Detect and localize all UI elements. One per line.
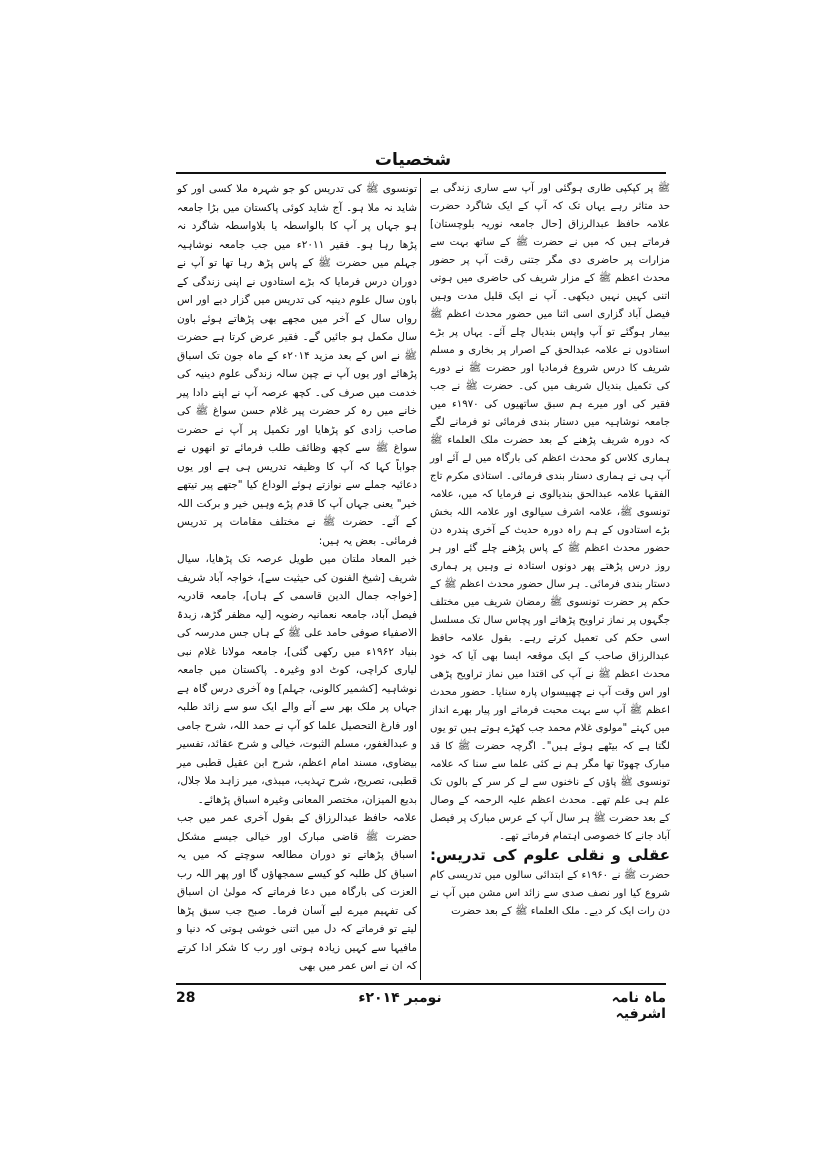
footer-divider	[176, 983, 666, 985]
left-column-paragraph: خیر المعاد ملتان میں طویل عرصہ تک پڑھایا، سیال شریف [شیخ الفنون کی حیثیت سے]، خواجہ آباد شریف [خواجہ جمال الدین قاسمی کے ہاں]، جامعہ قادریہ فیصل آباد، جامعہ نعمانیہ رضویہ [لیہ مظفر گڑھ، زبدۃ الاصفیاء صوفی حامد علی ﷺ کے ہاں جس مدرسہ کی بنیاد ۱۹۶۲ء میں رکھی گئی]، جامعہ مولانا غلام نبی لیاری کراچی، کوٹ ادو وغیرہ۔ پاکستان میں جامعہ نوشاہیہ [کشمیر کالونی، جہلم] وہ آخری درس گاہ ہے جہاں پر ملک بھر سے آنے والے ایک سو سے زائد طلبہ اور فارغ التحصیل علما کو آپ نے حمد اللہ، شرح جامی و عبدالغفور، مسلم الثبوت، خیالی و شرح عقائد، تفسیر بیضاوی، مسند امام اعظم، شرح ابن عقیل قطبی میر قطبی، تصریح، شرح تہذیب، میبذی، میر زاہد ملا جلال، بدیع المیزان، مختصر المعانی وغیرہ اسباق پڑھائے۔	[177, 553, 417, 806]
page-number: 28	[176, 990, 196, 1006]
right-column-paragraph: ﷺ پر کپکپی طاری ہوگئی اور آپ سے ساری زندگی بے حد متاثر رہے یہاں تک کہ آپ کے ایک شاگرد حضرت علامہ حافظ عبدالرزاق [حال جامعہ نوریہ بلوچستان] فرماتے ہیں کہ میں نے حضرت ﷺ کے ساتھ بہت سے مزارات پر حاضری دی مگر جتنی رقت آپ پر حضور محدث اعظم ﷺ کے مزار شریف کی حاضری میں ہوتی اتنی کہیں نہیں دیکھی۔ آپ نے ایک قلیل مدت وہیں فیصل آباد گزاری اسی اثنا میں حضور محدث اعظم ﷺ بیمار ہوگئے تو آپ واپس بندیال چلے آئے۔ یہاں پر بڑے استادوں نے علامہ عبدالحق کے اصرار پر بخاری و مسلم شریف کا درس شروع فرمادیا اور حضرت ﷺ نے دورے کی تکمیل بندیال شریف میں کی۔ حضرت ﷺ نے جب فقیر کی اور میرے ہم سبق ساتھیوں کی ۱۹۷۰ء میں جامعہ نوشاہیہ میں دستار بندی فرمائی تو فرمانے لگے کہ دورہ شریف پڑھنے کے بعد حضرت ملک العلماء ﷺ ہماری کلاس کو محدث اعظم کی بارگاہ میں لے آئے اور آپ ہی نے ہماری دستار بندی فرمائی۔ استاذی مکرم تاج الفقہا علامہ عبدالحق بندیالوی نے فرمایا کہ میں، علامہ تونسوی ﷺ، علامہ اشرف سیالوی اور علامہ اللہ بخش بڑے استادوں کے ہم راہ دورہ حدیث کے آخری پندرہ دن حضور محدث اعظم ﷺ کے پاس پڑھنے چلے گئے اور ہر روز درس پڑھتے پھر دونوں استادہ نے وہیں پر ہماری دستار بندی فرمائی۔ ہر سال حضور محدث اعظم ﷺ کے حکم پر حضرت تونسوی ﷺ رمضان شریف میں مختلف جگہوں پر نماز تراویح پڑھاتے اور پچاس سال تک مسلسل اسی حکم کی تعمیل کرتے رہے۔ بقول علامہ حافظ عبدالرزاق صاحب کے ایک موقعہ ایسا بھی آیا کہ خود محدث اعظم ﷺ نے آپ کی اقتدا میں نماز تراویح پڑھی اور اس وقت آپ نے چھبیسواں پارہ سنایا۔ حضور محدث اعظم ﷺ آپ سے بہت محبت فرماتے اور پیار بھرے انداز میں کہتے "مولوی غلام محمد جب کھڑے ہوتے ہیں تو یوں لگتا ہے کہ بیٹھے ہوئے ہیں"۔ اگرچہ حضرت ﷺ کا قد مبارک چھوٹا تھا مگر ہم نے کئی علما سے سنا کہ علامہ تونسوی ﷺ پاؤں کے ناخنوں سے لے کر سر کے بالوں تک علم ہی علم تھے۔ محدث اعظم علیہ الرحمہ کے وصال کے بعد حضرت ﷺ ہر سال آپ کے عرس مبارک پر فیصل آباد جانے کا خصوصی اہتمام فرماتے تھے۔	[430, 183, 670, 842]
page-section-title: شخصیات	[374, 150, 452, 170]
magazine-name: ماہ نامہ اشرفیہ	[611, 990, 666, 1022]
section-heading: عقلی و نقلی علوم کی تدریس:	[430, 846, 670, 864]
left-column-paragraph: علامہ حافظ عبدالرزاق کے بقول آخری عمر میں جب حضرت ﷺ قاضی مبارک اور خیالی جیسے مشکل اسباق پڑھاتے تو دوران مطالعہ سوچتے کہ میں یہ اسباق کل طلبہ کو کیسے سمجھاؤں گا اور پھر اللہ رب العزت کی بارگاہ میں دعا فرماتے کہ مولیٰ ان اسباق کی تفہیم میرے لیے آسان فرما۔ صبح جب سبق پڑھا لیتے تو فرماتے کہ دل میں اتنی خوشی ہوتی کہ دنیا و مافیہا سے کہیں زیادہ ہوتی اور رب کا شکر ادا کرتے کہ ان نے اس عمر میں بھی	[177, 812, 417, 972]
right-column-paragraph: حضرت ﷺ نے ۱۹۶۰ء کے ابتدائی سالوں میں تدریسی کام شروع کیا اور نصف صدی سے زائد اس مشن میں آپ نے دن رات ایک کر دیے۔ ملک العلماء ﷺ کے بعد حضرت	[430, 870, 670, 917]
left-column-paragraph: تونسوی ﷺ کی تدریس کو جو شہرہ ملا کسی اور کو شاید نہ ملا ہو۔ آج شاید کوئی پاکستان میں بڑا جامعہ ہو جہاں پر آپ کا بالواسطہ یا بلاواسطہ شاگرد نہ پڑھا رہا ہو۔ فقیر ۲۰۱۱ء میں جب جامعہ نوشاہیہ جہلم میں حضرت ﷺ کے پاس پڑھ رہا تھا تو آپ نے دوران درس فرمایا کہ بڑے استادوں نے اپنی زندگی کے باون سال علوم دینیہ کی تدریس میں گزار دیے اور اس رواں سال کے آخر میں مجھے بھی پڑھاتے ہوئے باون سال مکمل ہو جائیں گے۔ فقیر عرض کرتا ہے حضرت ﷺ نے اس کے بعد مزید ۲۰۱۴ء کے ماہ جون تک اسباق پڑھائے اور یوں آپ نے چپن سالہ زندگی علوم دینیہ کی خدمت میں صرف کی۔ کچھ عرصہ آپ نے اپنے دادا پیر خانے میں رہ کر حضرت پیر غلام حسن سواغ ﷺ کی صاحب زادی کو پڑھایا اور تکمیل پر آپ نے حضرت سواغ ﷺ سے کچھ وظائف طلب فرمائے تو انھوں نے جواباً کہا کہ آپ کا وظیفہ تدریس ہی ہے اور یوں دعائیہ جملے سے نوازتے ہوئے الوداع کیا "جتھے پیر تیتھے خیر" یعنی جہاں آپ کا قدم پڑے وہیں خیر و برکت اللہ کے آئے۔ حضرت ﷺ نے مختلف مقامات پر تدریس فرمائی۔ بعض یہ ہیں:	[177, 183, 417, 547]
issue-date: نومبر ۲۰۱۴ء	[358, 990, 442, 1006]
header-divider	[176, 172, 666, 174]
left-column	[177, 180, 417, 976]
column-divider	[420, 178, 421, 980]
right-column	[430, 180, 670, 921]
